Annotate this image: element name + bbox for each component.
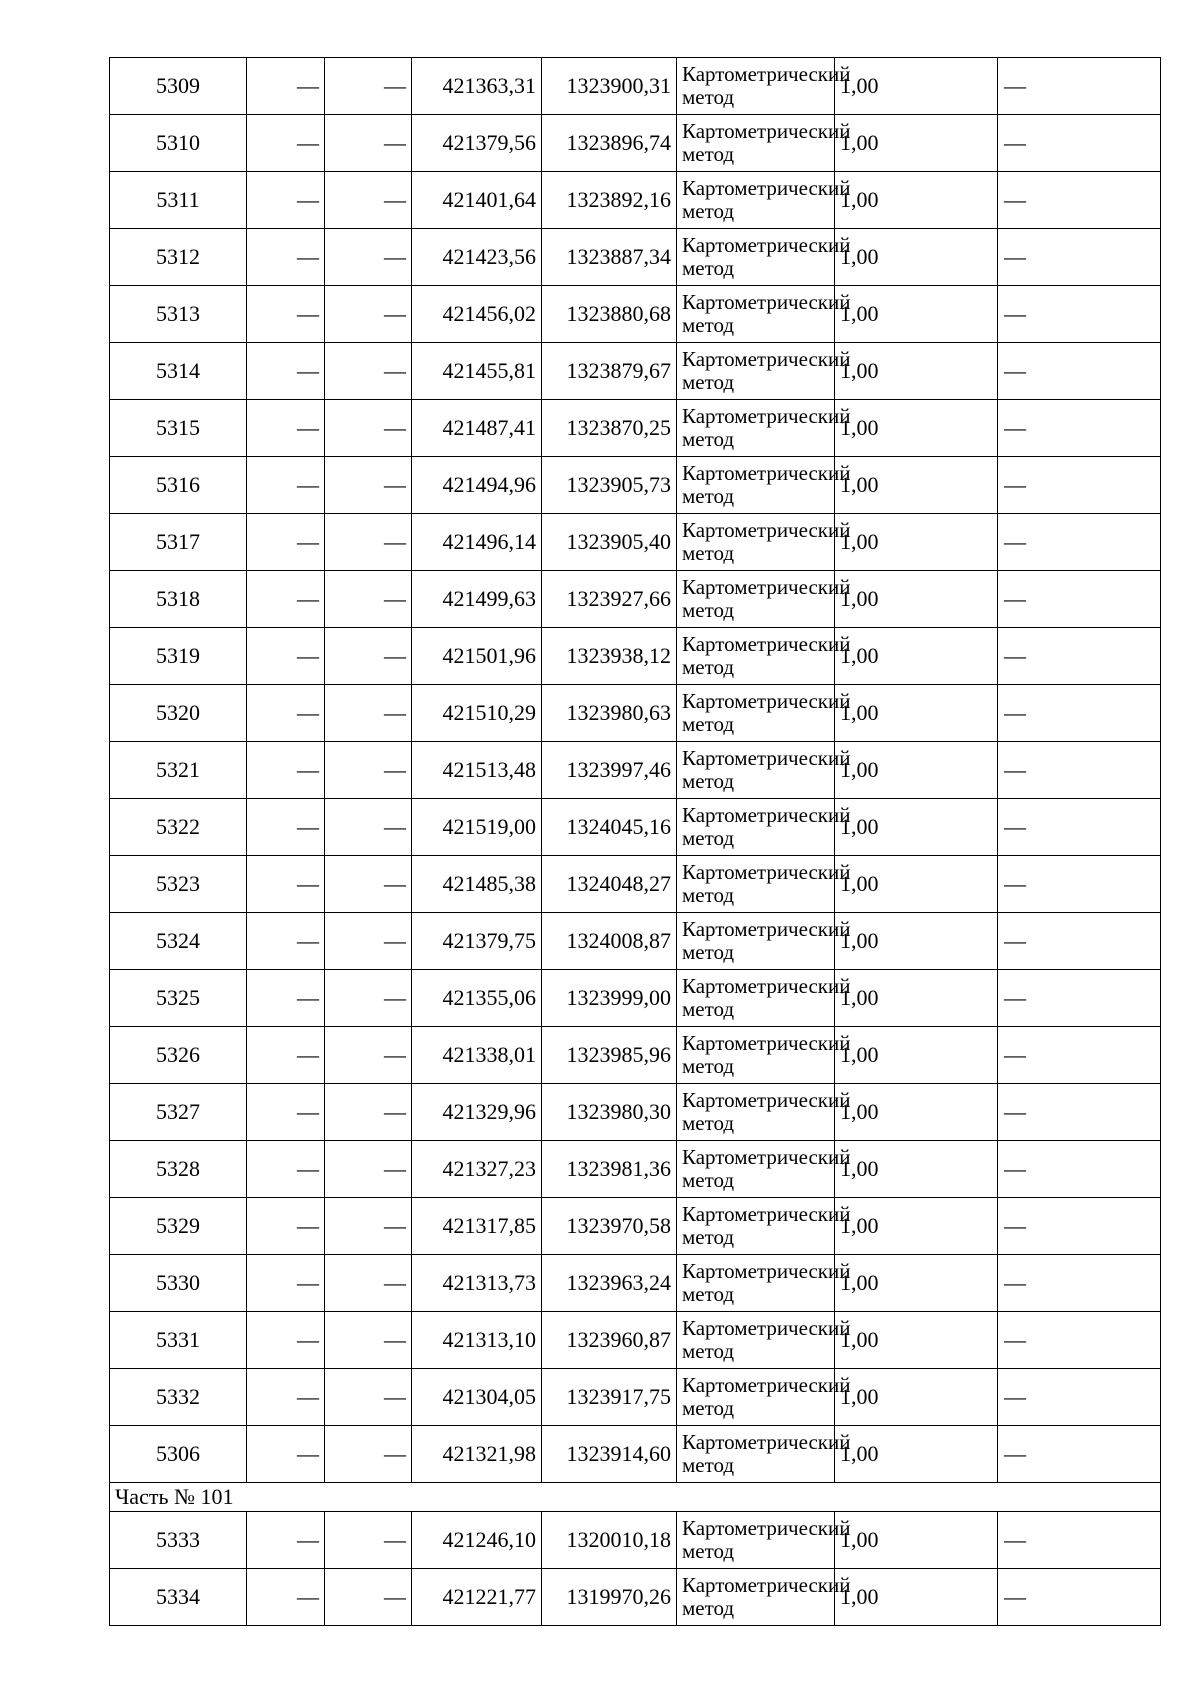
y-coordinate-cell: 1323917,75: [542, 1369, 677, 1426]
table-row: [110, 685, 1161, 742]
table-row: [110, 799, 1161, 856]
x-coordinate-cell: 421355,06: [412, 970, 542, 1027]
x-coordinate-cell: 421363,31: [412, 58, 542, 115]
empty-value-cell: —: [998, 628, 1161, 685]
empty-value-cell: —: [998, 799, 1161, 856]
empty-value-cell: —: [247, 856, 325, 913]
x-coordinate-cell: 421510,29: [412, 685, 542, 742]
method-cell: Картометрический метод: [677, 115, 835, 172]
accuracy-cell: 1,00: [835, 685, 998, 742]
table-row: [110, 1512, 1161, 1569]
accuracy-cell: 1,00: [835, 1312, 998, 1369]
empty-value-cell: —: [998, 172, 1161, 229]
empty-value-cell: —: [325, 856, 412, 913]
method-cell: Картометрический метод: [677, 514, 835, 571]
x-coordinate-cell: 421455,81: [412, 343, 542, 400]
x-coordinate-cell: 421246,10: [412, 1512, 542, 1569]
table-row: [110, 970, 1161, 1027]
table-row: [110, 172, 1161, 229]
point-number-cell: 5313: [110, 286, 247, 343]
accuracy-cell: 1,00: [835, 115, 998, 172]
point-number-cell: 5324: [110, 913, 247, 970]
point-number-cell: 5322: [110, 799, 247, 856]
empty-value-cell: —: [998, 514, 1161, 571]
empty-value-cell: —: [247, 742, 325, 799]
empty-value-cell: —: [998, 913, 1161, 970]
empty-value-cell: —: [998, 1141, 1161, 1198]
empty-value-cell: —: [325, 742, 412, 799]
method-cell: Картометрический метод: [677, 1569, 835, 1626]
method-cell: Картометрический метод: [677, 1369, 835, 1426]
accuracy-cell: 1,00: [835, 1084, 998, 1141]
empty-value-cell: —: [247, 1255, 325, 1312]
empty-value-cell: —: [247, 1569, 325, 1626]
accuracy-cell: 1,00: [835, 1141, 998, 1198]
empty-value-cell: —: [325, 343, 412, 400]
empty-value-cell: —: [325, 457, 412, 514]
empty-value-cell: —: [998, 286, 1161, 343]
accuracy-cell: 1,00: [835, 400, 998, 457]
point-number-cell: 5325: [110, 970, 247, 1027]
x-coordinate-cell: 421499,63: [412, 571, 542, 628]
empty-value-cell: —: [998, 229, 1161, 286]
x-coordinate-cell: 421317,85: [412, 1198, 542, 1255]
point-number-cell: 5332: [110, 1369, 247, 1426]
empty-value-cell: —: [247, 571, 325, 628]
table-row: [110, 1027, 1161, 1084]
empty-value-cell: —: [325, 1198, 412, 1255]
x-coordinate-cell: 421456,02: [412, 286, 542, 343]
point-number-cell: 5316: [110, 457, 247, 514]
table-row: [110, 229, 1161, 286]
method-cell: Картометрический метод: [677, 799, 835, 856]
empty-value-cell: —: [325, 1084, 412, 1141]
accuracy-cell: 1,00: [835, 913, 998, 970]
y-coordinate-cell: 1319970,26: [542, 1569, 677, 1626]
empty-value-cell: —: [325, 1141, 412, 1198]
point-number-cell: 5318: [110, 571, 247, 628]
coordinates-table: [109, 57, 1161, 1626]
empty-value-cell: —: [998, 1512, 1161, 1569]
empty-value-cell: —: [998, 115, 1161, 172]
accuracy-cell: 1,00: [835, 970, 998, 1027]
table-body: [110, 58, 1161, 1626]
y-coordinate-cell: 1324008,87: [542, 913, 677, 970]
empty-value-cell: —: [247, 115, 325, 172]
empty-value-cell: —: [325, 1369, 412, 1426]
y-coordinate-cell: 1323896,74: [542, 115, 677, 172]
accuracy-cell: 1,00: [835, 286, 998, 343]
empty-value-cell: —: [247, 1512, 325, 1569]
table-row: [110, 571, 1161, 628]
empty-value-cell: —: [998, 742, 1161, 799]
method-cell: Картометрический метод: [677, 1084, 835, 1141]
empty-value-cell: —: [247, 457, 325, 514]
point-number-cell: 5314: [110, 343, 247, 400]
y-coordinate-cell: 1323887,34: [542, 229, 677, 286]
empty-value-cell: —: [247, 58, 325, 115]
accuracy-cell: 1,00: [835, 571, 998, 628]
accuracy-cell: 1,00: [835, 1369, 998, 1426]
empty-value-cell: —: [998, 400, 1161, 457]
empty-value-cell: —: [247, 172, 325, 229]
method-cell: Картометрический метод: [677, 970, 835, 1027]
x-coordinate-cell: 421501,96: [412, 628, 542, 685]
empty-value-cell: —: [325, 58, 412, 115]
point-number-cell: 5311: [110, 172, 247, 229]
point-number-cell: 5310: [110, 115, 247, 172]
table-row: [110, 514, 1161, 571]
empty-value-cell: —: [325, 1312, 412, 1369]
y-coordinate-cell: 1323985,96: [542, 1027, 677, 1084]
empty-value-cell: —: [325, 1027, 412, 1084]
accuracy-cell: 1,00: [835, 514, 998, 571]
accuracy-cell: 1,00: [835, 742, 998, 799]
method-cell: Картометрический метод: [677, 1512, 835, 1569]
point-number-cell: 5319: [110, 628, 247, 685]
empty-value-cell: —: [998, 1369, 1161, 1426]
accuracy-cell: 1,00: [835, 457, 998, 514]
section-title: Часть № 101: [110, 1483, 1161, 1512]
empty-value-cell: —: [325, 685, 412, 742]
method-cell: Картометрический метод: [677, 1312, 835, 1369]
method-cell: Картометрический метод: [677, 457, 835, 514]
y-coordinate-cell: 1323970,58: [542, 1198, 677, 1255]
y-coordinate-cell: 1323892,16: [542, 172, 677, 229]
table-row: [110, 1141, 1161, 1198]
method-cell: Картометрический метод: [677, 1426, 835, 1483]
point-number-cell: 5334: [110, 1569, 247, 1626]
empty-value-cell: —: [247, 1198, 325, 1255]
y-coordinate-cell: 1323960,87: [542, 1312, 677, 1369]
empty-value-cell: —: [247, 1027, 325, 1084]
accuracy-cell: 1,00: [835, 1027, 998, 1084]
table-row: [110, 1569, 1161, 1626]
x-coordinate-cell: 421221,77: [412, 1569, 542, 1626]
y-coordinate-cell: 1323879,67: [542, 343, 677, 400]
x-coordinate-cell: 421494,96: [412, 457, 542, 514]
y-coordinate-cell: 1323980,63: [542, 685, 677, 742]
empty-value-cell: —: [325, 1255, 412, 1312]
empty-value-cell: —: [247, 514, 325, 571]
method-cell: Картометрический метод: [677, 685, 835, 742]
empty-value-cell: —: [998, 970, 1161, 1027]
empty-value-cell: —: [998, 1027, 1161, 1084]
x-coordinate-cell: 421379,75: [412, 913, 542, 970]
table-row: [110, 1198, 1161, 1255]
method-cell: Картометрический метод: [677, 571, 835, 628]
y-coordinate-cell: 1323905,40: [542, 514, 677, 571]
x-coordinate-cell: 421487,41: [412, 400, 542, 457]
empty-value-cell: —: [325, 115, 412, 172]
empty-value-cell: —: [247, 229, 325, 286]
method-cell: Картометрический метод: [677, 1141, 835, 1198]
table-row: [110, 115, 1161, 172]
empty-value-cell: —: [325, 628, 412, 685]
y-coordinate-cell: 1323900,31: [542, 58, 677, 115]
point-number-cell: 5317: [110, 514, 247, 571]
point-number-cell: 5323: [110, 856, 247, 913]
point-number-cell: 5306: [110, 1426, 247, 1483]
method-cell: Картометрический метод: [677, 1027, 835, 1084]
accuracy-cell: 1,00: [835, 1255, 998, 1312]
table-row: [110, 286, 1161, 343]
empty-value-cell: —: [998, 1312, 1161, 1369]
empty-value-cell: —: [998, 571, 1161, 628]
point-number-cell: 5330: [110, 1255, 247, 1312]
accuracy-cell: 1,00: [835, 229, 998, 286]
y-coordinate-cell: 1323914,60: [542, 1426, 677, 1483]
y-coordinate-cell: 1323980,30: [542, 1084, 677, 1141]
y-coordinate-cell: 1323905,73: [542, 457, 677, 514]
x-coordinate-cell: 421321,98: [412, 1426, 542, 1483]
empty-value-cell: —: [998, 1198, 1161, 1255]
empty-value-cell: —: [998, 58, 1161, 115]
point-number-cell: 5328: [110, 1141, 247, 1198]
accuracy-cell: 1,00: [835, 172, 998, 229]
x-coordinate-cell: 421496,14: [412, 514, 542, 571]
y-coordinate-cell: 1320010,18: [542, 1512, 677, 1569]
empty-value-cell: —: [998, 457, 1161, 514]
method-cell: Картометрический метод: [677, 58, 835, 115]
x-coordinate-cell: 421327,23: [412, 1141, 542, 1198]
y-coordinate-cell: 1323927,66: [542, 571, 677, 628]
empty-value-cell: —: [325, 1512, 412, 1569]
x-coordinate-cell: 421304,05: [412, 1369, 542, 1426]
accuracy-cell: 1,00: [835, 799, 998, 856]
x-coordinate-cell: 421519,00: [412, 799, 542, 856]
x-coordinate-cell: 421338,01: [412, 1027, 542, 1084]
empty-value-cell: —: [247, 685, 325, 742]
method-cell: Картометрический метод: [677, 742, 835, 799]
table-row: [110, 457, 1161, 514]
table-row: [110, 1426, 1161, 1483]
method-cell: Картометрический метод: [677, 913, 835, 970]
x-coordinate-cell: 421485,38: [412, 856, 542, 913]
x-coordinate-cell: 421379,56: [412, 115, 542, 172]
accuracy-cell: 1,00: [835, 343, 998, 400]
empty-value-cell: —: [325, 1426, 412, 1483]
table-row: [110, 856, 1161, 913]
table-row: [110, 1369, 1161, 1426]
empty-value-cell: —: [325, 1569, 412, 1626]
empty-value-cell: —: [247, 1312, 325, 1369]
section-header-row: [110, 1483, 1161, 1512]
empty-value-cell: —: [325, 286, 412, 343]
y-coordinate-cell: 1323938,12: [542, 628, 677, 685]
empty-value-cell: —: [998, 343, 1161, 400]
x-coordinate-cell: 421313,10: [412, 1312, 542, 1369]
y-coordinate-cell: 1323963,24: [542, 1255, 677, 1312]
empty-value-cell: —: [247, 913, 325, 970]
y-coordinate-cell: 1323981,36: [542, 1141, 677, 1198]
point-number-cell: 5315: [110, 400, 247, 457]
table-row: [110, 58, 1161, 115]
empty-value-cell: —: [247, 628, 325, 685]
empty-value-cell: —: [325, 172, 412, 229]
empty-value-cell: —: [998, 1084, 1161, 1141]
empty-value-cell: —: [998, 856, 1161, 913]
table-row: [110, 400, 1161, 457]
y-coordinate-cell: 1323997,46: [542, 742, 677, 799]
point-number-cell: 5327: [110, 1084, 247, 1141]
table-row: [110, 742, 1161, 799]
method-cell: Картометрический метод: [677, 1255, 835, 1312]
y-coordinate-cell: 1323870,25: [542, 400, 677, 457]
empty-value-cell: —: [325, 229, 412, 286]
y-coordinate-cell: 1323999,00: [542, 970, 677, 1027]
point-number-cell: 5320: [110, 685, 247, 742]
method-cell: Картометрический метод: [677, 856, 835, 913]
method-cell: Картометрический метод: [677, 172, 835, 229]
method-cell: Картометрический метод: [677, 343, 835, 400]
accuracy-cell: 1,00: [835, 628, 998, 685]
point-number-cell: 5321: [110, 742, 247, 799]
empty-value-cell: —: [247, 799, 325, 856]
method-cell: Картометрический метод: [677, 628, 835, 685]
empty-value-cell: —: [998, 1426, 1161, 1483]
accuracy-cell: 1,00: [835, 1198, 998, 1255]
table-row: [110, 1255, 1161, 1312]
empty-value-cell: —: [325, 571, 412, 628]
empty-value-cell: —: [325, 970, 412, 1027]
table-row: [110, 913, 1161, 970]
table-row: [110, 628, 1161, 685]
empty-value-cell: —: [325, 913, 412, 970]
empty-value-cell: —: [247, 1426, 325, 1483]
x-coordinate-cell: 421313,73: [412, 1255, 542, 1312]
empty-value-cell: —: [325, 514, 412, 571]
empty-value-cell: —: [247, 286, 325, 343]
y-coordinate-cell: 1324045,16: [542, 799, 677, 856]
table-row: [110, 1312, 1161, 1369]
y-coordinate-cell: 1324048,27: [542, 856, 677, 913]
empty-value-cell: —: [247, 1084, 325, 1141]
point-number-cell: 5333: [110, 1512, 247, 1569]
point-number-cell: 5326: [110, 1027, 247, 1084]
empty-value-cell: —: [247, 970, 325, 1027]
y-coordinate-cell: 1323880,68: [542, 286, 677, 343]
empty-value-cell: —: [998, 685, 1161, 742]
accuracy-cell: 1,00: [835, 1512, 998, 1569]
method-cell: Картометрический метод: [677, 1198, 835, 1255]
empty-value-cell: —: [247, 1141, 325, 1198]
empty-value-cell: —: [998, 1569, 1161, 1626]
point-number-cell: 5331: [110, 1312, 247, 1369]
empty-value-cell: —: [247, 400, 325, 457]
method-cell: Картометрический метод: [677, 286, 835, 343]
accuracy-cell: 1,00: [835, 1426, 998, 1483]
point-number-cell: 5329: [110, 1198, 247, 1255]
x-coordinate-cell: 421329,96: [412, 1084, 542, 1141]
table-row: [110, 343, 1161, 400]
empty-value-cell: —: [998, 1255, 1161, 1312]
accuracy-cell: 1,00: [835, 856, 998, 913]
empty-value-cell: —: [325, 799, 412, 856]
x-coordinate-cell: 421513,48: [412, 742, 542, 799]
empty-value-cell: —: [325, 400, 412, 457]
accuracy-cell: 1,00: [835, 1569, 998, 1626]
point-number-cell: 5312: [110, 229, 247, 286]
x-coordinate-cell: 421423,56: [412, 229, 542, 286]
accuracy-cell: 1,00: [835, 58, 998, 115]
empty-value-cell: —: [247, 1369, 325, 1426]
table-row: [110, 1084, 1161, 1141]
empty-value-cell: —: [247, 343, 325, 400]
method-cell: Картометрический метод: [677, 229, 835, 286]
method-cell: Картометрический метод: [677, 400, 835, 457]
x-coordinate-cell: 421401,64: [412, 172, 542, 229]
point-number-cell: 5309: [110, 58, 247, 115]
